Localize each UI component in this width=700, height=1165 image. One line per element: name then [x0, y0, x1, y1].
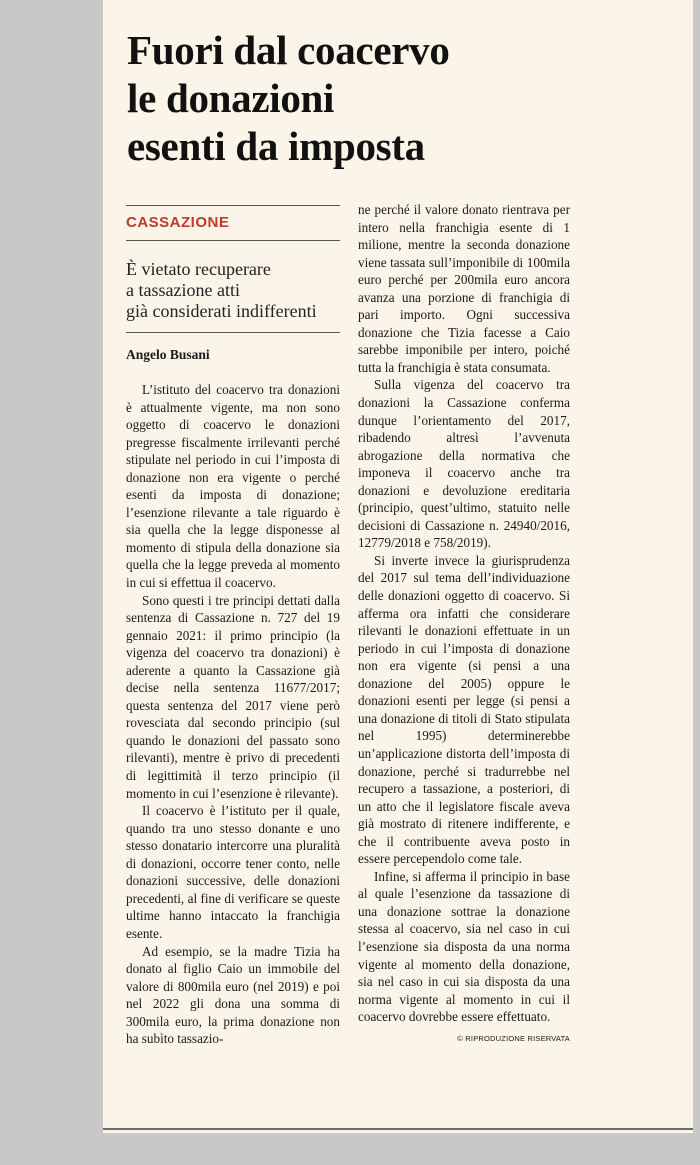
column-left	[126, 205, 340, 1048]
article-body-left	[126, 381, 340, 1048]
subtitle-line: È vietato recuperare	[126, 259, 271, 279]
subtitle-line: a tassazione atti	[126, 280, 240, 300]
paragraph: L’istituto del coacervo tra donazioni è attualmente vigente, ma non sono oggetto di coacervo le donazioni pregresse fiscalmente irrilevanti perché stipulate nel periodo in cui l’imposta di donazione non era vigente o perché esenti da imposta di donazione; l’esenzione rilevante a tale riguardo è sia quella che la legge disponesse al momento di stipula della donazione sia quella che la legge preveda al momento in cui si effettua il coacervo.	[126, 382, 340, 591]
headline-line: esenti da imposta	[127, 123, 425, 169]
paragraph-continuation: ne perché il valore donato rientrava per intero nella franchigia esente di 1 milione, mentre la seconda donazione viene tassata sull’imponibile di 100mila euro perché per 200mila euro ancora avanza una porzione di franchigia di pari importo. Ogni successiva donazione che Tizia facesse a Caio sarebbe imponibile per intero, poiché tutta la franchigia è stata consumata.	[358, 202, 570, 375]
article-body-right	[358, 201, 570, 1026]
paragraph: Ad esempio, se la madre Tizia ha donato al figlio Caio un immobile del valore di 800mila euro (nel 2019) e poi nel 2022 gli dona una somma di 300mila euro, la prima donazione non ha subìto tassazio-	[126, 943, 340, 1047]
paragraph: Si inverte invece la giurisprudenza del 2017 sul tema dell’individuazione delle donazioni oggetto di coacervo. Si afferma ora infatti che considerare rilevanti le donazioni effettuate in un periodo in cui l’imposta di donazione non era vigente (si pensi a una donazione del 2005) oppure le donazioni esenti per legge (si pensi a una donazione di titoli di Stato stipulata nel 1995) determinerebbe un’applicazione distorta dell’imposta di donazione, perché si tradurrebbe nel recupero a tassazione, a posteriori, di un atto che il legislatore fiscale aveva già mostrato di ritenere indifferente, e che il contribuente aveva posto in essere percependolo come tale.	[358, 552, 570, 867]
headline-line: Fuori dal coacervo	[127, 27, 450, 73]
paragraph: Infine, si afferma il principio in base al quale l’esenzione da tassazione di una donazione sottrae la donazione stessa al coacervo, sia nel caso in cui l’esenzione sia disposta da una norma vigente al momento della donazione, sia nel caso in cui sia disposta da una norma vigente al momento in cui il coacervo dovrebbe essere effettuato.	[358, 868, 570, 1025]
paragraph: Sulla vigenza del coacervo tra donazioni la Cassazione conferma dunque l’orientamento del 2017, ribadendo altresì l’avvenuta abrogazione della normativa che imponeva il coacervo anche tra donazioni e devoluzione ereditaria (principio, quest’ultimo, statuito nelle decisioni di Cassazione n. 24940/2016, 12779/2018 e 758/2019).	[358, 377, 570, 551]
author-byline: Angelo Busani	[126, 347, 210, 362]
column-right	[358, 201, 570, 1043]
paragraph: Il coacervo è l’istituto per il quale, quando tra uno stesso donante e uno stesso donatario intercorre una pluralità di donazioni, occorre tener conto, nelle donazioni successive, delle donazioni precedenti, al fine di verificare se queste ultime hanno intaccato la franchigia esente.	[126, 803, 340, 941]
subtitle-line: già considerati indifferenti	[126, 301, 317, 321]
bottom-divider	[103, 1128, 693, 1130]
paragraph: Sono questi i tre principi dettati dalla sentenza di Cassazione n. 727 del 19 gennaio 2021: il primo principio (la vigenza del coacervo tra donazioni) è aderente a quanto la Cassazione già decise nella sentenza 11677/2017; questa sentenza del 2017 viene però rovesciata dal secondo principio (sul quando le donazioni del passato sono rilevanti), mentre è privo di precedenti di legittimità il terzo principio (il momento in cui l’esenzione è rilevante).	[126, 592, 340, 801]
copyright-notice: © RIPRODUZIONE RISERVATA	[457, 1033, 570, 1043]
headline	[127, 26, 577, 170]
section-label: CASSAZIONE	[126, 214, 230, 231]
headline-line: le donazioni	[127, 75, 335, 121]
subtitle	[126, 241, 340, 332]
